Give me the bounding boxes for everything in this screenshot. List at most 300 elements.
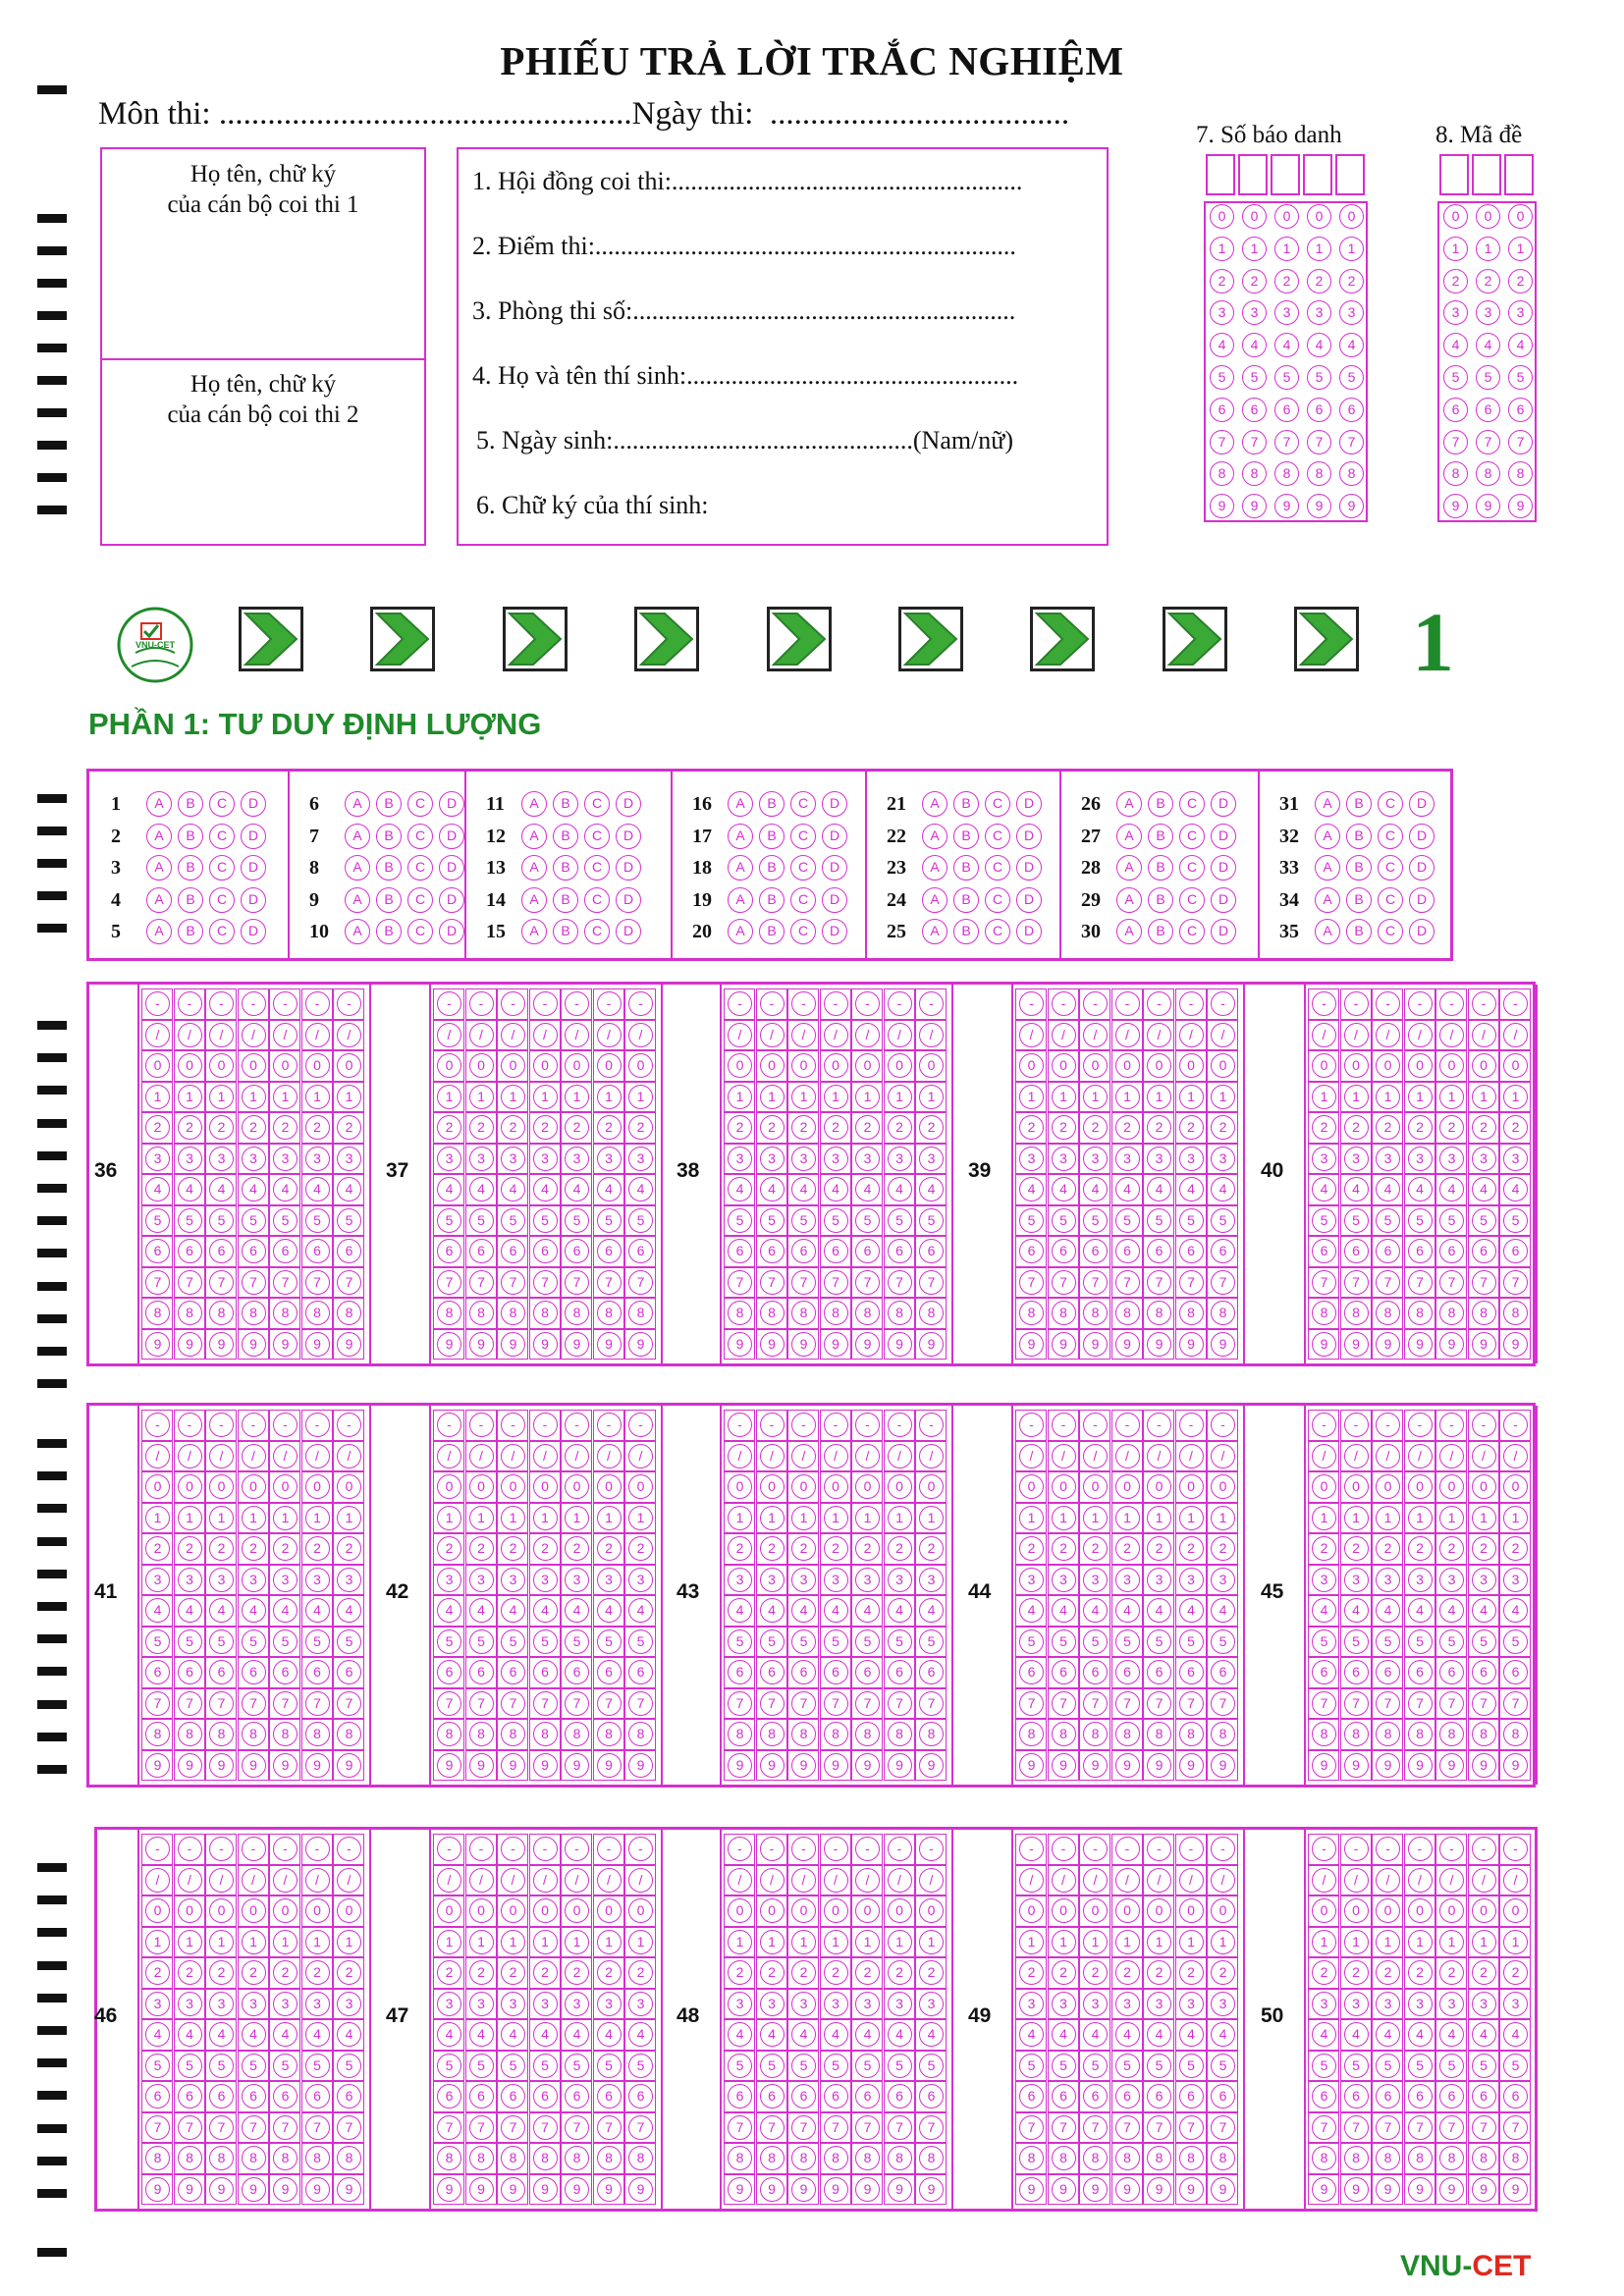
- numeric-bubble[interactable]: 7: [501, 1270, 525, 1295]
- numeric-bubble[interactable]: 6: [1472, 1660, 1496, 1684]
- numeric-bubble[interactable]: 8: [1312, 1301, 1336, 1325]
- numeric-bubble[interactable]: 5: [597, 1629, 622, 1654]
- numeric-bubble[interactable]: -: [337, 1837, 361, 1861]
- exam-code-bubble[interactable]: 6: [1476, 398, 1500, 422]
- numeric-bubble[interactable]: /: [469, 1444, 494, 1468]
- numeric-bubble[interactable]: 7: [1344, 2115, 1369, 2140]
- numeric-bubble[interactable]: -: [1408, 1837, 1433, 1861]
- answer-bubble-a[interactable]: A: [146, 791, 172, 817]
- numeric-bubble[interactable]: 9: [242, 1753, 266, 1778]
- candidate-id-bubble[interactable]: 3: [1307, 300, 1331, 325]
- numeric-bubble[interactable]: 8: [1019, 1301, 1044, 1325]
- numeric-bubble[interactable]: 7: [1439, 2115, 1464, 2140]
- numeric-bubble[interactable]: 5: [1019, 1629, 1044, 1654]
- candidate-id-bubble[interactable]: 0: [1339, 204, 1364, 229]
- numeric-bubble[interactable]: 5: [145, 2054, 170, 2078]
- numeric-bubble[interactable]: 8: [501, 2146, 525, 2170]
- numeric-bubble[interactable]: 0: [824, 1053, 848, 1078]
- numeric-bubble[interactable]: /: [469, 1868, 494, 1893]
- numeric-bubble[interactable]: 2: [1376, 1115, 1400, 1140]
- numeric-bubble[interactable]: 9: [1376, 2177, 1400, 2202]
- numeric-bubble[interactable]: 4: [824, 2022, 848, 2047]
- answer-bubble-a[interactable]: A: [521, 887, 547, 913]
- numeric-bubble[interactable]: 4: [728, 2022, 752, 2047]
- numeric-bubble[interactable]: 6: [791, 1239, 816, 1263]
- numeric-bubble[interactable]: /: [597, 1023, 622, 1047]
- answer-bubble-a[interactable]: A: [728, 824, 753, 849]
- numeric-bubble[interactable]: 0: [1211, 1474, 1235, 1499]
- numeric-bubble[interactable]: 4: [1503, 1177, 1528, 1201]
- answer-bubble-b[interactable]: B: [178, 919, 203, 944]
- numeric-bubble[interactable]: 0: [305, 1474, 330, 1499]
- numeric-bubble[interactable]: 2: [919, 1960, 944, 1985]
- numeric-bubble[interactable]: 2: [242, 1536, 266, 1561]
- numeric-bubble[interactable]: /: [305, 1023, 330, 1047]
- numeric-bubble[interactable]: 6: [1179, 1239, 1204, 1263]
- numeric-bubble[interactable]: 4: [1312, 2022, 1336, 2047]
- numeric-bubble[interactable]: 2: [1344, 1115, 1369, 1140]
- numeric-bubble[interactable]: 2: [824, 1536, 848, 1561]
- numeric-bubble[interactable]: /: [1344, 1444, 1369, 1468]
- answer-bubble-d[interactable]: D: [1211, 887, 1236, 913]
- numeric-bubble[interactable]: 6: [469, 1239, 494, 1263]
- numeric-bubble[interactable]: 5: [501, 1208, 525, 1233]
- numeric-bubble[interactable]: 3: [855, 1992, 880, 2016]
- numeric-bubble[interactable]: 7: [919, 1691, 944, 1716]
- numeric-bubble[interactable]: 9: [1115, 1332, 1140, 1357]
- numeric-bubble[interactable]: 1: [1019, 1085, 1044, 1109]
- numeric-bubble[interactable]: -: [791, 991, 816, 1016]
- numeric-bubble[interactable]: 8: [791, 2146, 816, 2170]
- exam-code-bubble[interactable]: 8: [1476, 461, 1500, 486]
- numeric-bubble[interactable]: 3: [1376, 1992, 1400, 2016]
- numeric-bubble[interactable]: /: [628, 1868, 653, 1893]
- numeric-bubble[interactable]: 6: [1211, 1660, 1235, 1684]
- numeric-bubble[interactable]: 4: [337, 1177, 361, 1201]
- answer-bubble-a[interactable]: A: [1116, 824, 1142, 849]
- numeric-bubble[interactable]: 3: [1083, 1147, 1108, 1171]
- answer-bubble-c[interactable]: C: [790, 919, 816, 944]
- numeric-bubble[interactable]: -: [1083, 1413, 1108, 1437]
- numeric-bubble[interactable]: 8: [1115, 1722, 1140, 1746]
- numeric-bubble[interactable]: 6: [1211, 2084, 1235, 2109]
- numeric-bubble[interactable]: 5: [1211, 1629, 1235, 1654]
- numeric-bubble[interactable]: 6: [1408, 2084, 1433, 2109]
- numeric-bubble[interactable]: 9: [1503, 1753, 1528, 1778]
- numeric-bubble[interactable]: 2: [597, 1536, 622, 1561]
- numeric-bubble[interactable]: 1: [1211, 1930, 1235, 1954]
- numeric-bubble[interactable]: 0: [1439, 1474, 1464, 1499]
- numeric-bubble[interactable]: 4: [178, 1598, 202, 1623]
- numeric-bubble[interactable]: 8: [628, 1722, 653, 1746]
- numeric-bubble[interactable]: 5: [305, 1629, 330, 1654]
- numeric-bubble[interactable]: 4: [305, 1177, 330, 1201]
- numeric-bubble[interactable]: 5: [1211, 2054, 1235, 2078]
- numeric-bubble[interactable]: -: [273, 1413, 298, 1437]
- numeric-bubble[interactable]: 3: [791, 1147, 816, 1171]
- numeric-bubble[interactable]: 8: [1344, 2146, 1369, 2170]
- numeric-bubble[interactable]: -: [1503, 1837, 1528, 1861]
- numeric-bubble[interactable]: 7: [597, 1691, 622, 1716]
- numeric-bubble[interactable]: 6: [337, 2084, 361, 2109]
- numeric-bubble[interactable]: /: [760, 1868, 785, 1893]
- numeric-bubble[interactable]: 0: [1147, 1053, 1171, 1078]
- numeric-bubble[interactable]: 7: [919, 2115, 944, 2140]
- numeric-bubble[interactable]: 1: [919, 1930, 944, 1954]
- numeric-bubble[interactable]: 0: [437, 1898, 461, 1923]
- candidate-id-bubble[interactable]: 2: [1307, 269, 1331, 294]
- numeric-bubble[interactable]: 0: [919, 1898, 944, 1923]
- numeric-bubble[interactable]: 2: [1439, 1115, 1464, 1140]
- numeric-bubble[interactable]: -: [1211, 1837, 1235, 1861]
- numeric-bubble[interactable]: 9: [1179, 1753, 1204, 1778]
- numeric-bubble[interactable]: 5: [178, 2054, 202, 2078]
- answer-bubble-d[interactable]: D: [439, 855, 464, 881]
- numeric-bubble[interactable]: 9: [1147, 1332, 1171, 1357]
- numeric-bubble[interactable]: 2: [501, 1536, 525, 1561]
- numeric-bubble[interactable]: 4: [145, 2022, 170, 2047]
- numeric-bubble[interactable]: 4: [469, 1598, 494, 1623]
- numeric-bubble[interactable]: 2: [178, 1960, 202, 1985]
- answer-bubble-a[interactable]: A: [345, 855, 370, 881]
- numeric-bubble[interactable]: -: [760, 1413, 785, 1437]
- numeric-bubble[interactable]: 5: [209, 1629, 234, 1654]
- numeric-bubble[interactable]: 6: [437, 2084, 461, 2109]
- numeric-bubble[interactable]: 5: [1408, 2054, 1433, 2078]
- numeric-bubble[interactable]: -: [178, 1413, 202, 1437]
- numeric-bubble[interactable]: 1: [888, 1085, 912, 1109]
- numeric-bubble[interactable]: 0: [469, 1053, 494, 1078]
- numeric-bubble[interactable]: 0: [1019, 1898, 1044, 1923]
- numeric-bubble[interactable]: 5: [437, 2054, 461, 2078]
- numeric-bubble[interactable]: 7: [305, 1270, 330, 1295]
- numeric-bubble[interactable]: 3: [1083, 1992, 1108, 2016]
- numeric-bubble[interactable]: 5: [1312, 1208, 1336, 1233]
- numeric-bubble[interactable]: /: [337, 1444, 361, 1468]
- numeric-bubble[interactable]: 5: [855, 2054, 880, 2078]
- numeric-bubble[interactable]: 3: [145, 1147, 170, 1171]
- numeric-bubble[interactable]: 1: [1439, 1506, 1464, 1530]
- numeric-bubble[interactable]: 7: [305, 2115, 330, 2140]
- answer-bubble-a[interactable]: A: [728, 887, 753, 913]
- numeric-bubble[interactable]: 0: [1344, 1474, 1369, 1499]
- numeric-bubble[interactable]: 0: [1376, 1053, 1400, 1078]
- numeric-bubble[interactable]: 0: [1211, 1898, 1235, 1923]
- numeric-bubble[interactable]: 9: [855, 2177, 880, 2202]
- numeric-bubble[interactable]: 0: [565, 1898, 589, 1923]
- candidate-id-bubble[interactable]: 2: [1274, 269, 1299, 294]
- numeric-bubble[interactable]: 3: [1408, 1992, 1433, 2016]
- answer-bubble-d[interactable]: D: [616, 791, 641, 817]
- numeric-bubble[interactable]: 1: [1439, 1085, 1464, 1109]
- numeric-bubble[interactable]: /: [1472, 1868, 1496, 1893]
- numeric-bubble[interactable]: /: [1472, 1444, 1496, 1468]
- numeric-bubble[interactable]: 0: [1503, 1474, 1528, 1499]
- numeric-bubble[interactable]: 1: [1083, 1506, 1108, 1530]
- numeric-bubble[interactable]: 3: [1439, 1992, 1464, 2016]
- numeric-bubble[interactable]: 2: [1503, 1115, 1528, 1140]
- numeric-bubble[interactable]: /: [1147, 1023, 1171, 1047]
- numeric-bubble[interactable]: 6: [1503, 1239, 1528, 1263]
- numeric-bubble[interactable]: -: [305, 1837, 330, 1861]
- numeric-bubble[interactable]: -: [728, 1837, 752, 1861]
- answer-bubble-c[interactable]: C: [1179, 791, 1205, 817]
- numeric-bubble[interactable]: 5: [888, 2054, 912, 2078]
- numeric-bubble[interactable]: 6: [1083, 2084, 1108, 2109]
- numeric-bubble[interactable]: 8: [824, 1301, 848, 1325]
- numeric-bubble[interactable]: 2: [145, 1960, 170, 1985]
- numeric-bubble[interactable]: -: [760, 991, 785, 1016]
- candidate-id-bubble[interactable]: 9: [1339, 494, 1364, 518]
- numeric-bubble[interactable]: 9: [1147, 2177, 1171, 2202]
- answer-bubble-b[interactable]: B: [178, 855, 203, 881]
- numeric-bubble[interactable]: -: [728, 1413, 752, 1437]
- numeric-bubble[interactable]: 2: [178, 1536, 202, 1561]
- numeric-bubble[interactable]: 0: [791, 1898, 816, 1923]
- numeric-bubble[interactable]: 3: [1312, 1147, 1336, 1171]
- numeric-bubble[interactable]: 4: [209, 2022, 234, 2047]
- numeric-bubble[interactable]: 0: [855, 1898, 880, 1923]
- numeric-bubble[interactable]: /: [1408, 1023, 1433, 1047]
- numeric-bubble[interactable]: 5: [760, 1629, 785, 1654]
- numeric-bubble[interactable]: 3: [337, 1147, 361, 1171]
- numeric-bubble[interactable]: /: [273, 1023, 298, 1047]
- numeric-bubble[interactable]: 9: [888, 1332, 912, 1357]
- numeric-bubble[interactable]: 2: [533, 1960, 558, 1985]
- numeric-bubble[interactable]: /: [597, 1444, 622, 1468]
- numeric-bubble[interactable]: 1: [437, 1085, 461, 1109]
- numeric-bubble[interactable]: 4: [305, 1598, 330, 1623]
- numeric-bubble[interactable]: 2: [791, 1960, 816, 1985]
- numeric-bubble[interactable]: 8: [1503, 2146, 1528, 2170]
- answer-bubble-c[interactable]: C: [1179, 887, 1205, 913]
- numeric-bubble[interactable]: 3: [305, 1992, 330, 2016]
- numeric-bubble[interactable]: 8: [1472, 2146, 1496, 2170]
- answer-bubble-c[interactable]: C: [209, 791, 235, 817]
- numeric-bubble[interactable]: 5: [1408, 1208, 1433, 1233]
- numeric-bubble[interactable]: 0: [469, 1474, 494, 1499]
- answer-bubble-b[interactable]: B: [376, 824, 402, 849]
- numeric-bubble[interactable]: 5: [533, 1208, 558, 1233]
- numeric-bubble[interactable]: 8: [1019, 1722, 1044, 1746]
- answer-bubble-c[interactable]: C: [985, 824, 1010, 849]
- numeric-bubble[interactable]: 7: [209, 1691, 234, 1716]
- numeric-bubble[interactable]: 6: [469, 2084, 494, 2109]
- numeric-bubble[interactable]: -: [273, 991, 298, 1016]
- numeric-bubble[interactable]: 8: [145, 1722, 170, 1746]
- numeric-bubble[interactable]: 0: [919, 1053, 944, 1078]
- numeric-bubble[interactable]: 6: [919, 2084, 944, 2109]
- answer-bubble-c[interactable]: C: [584, 824, 610, 849]
- numeric-bubble[interactable]: /: [1439, 1023, 1464, 1047]
- numeric-bubble[interactable]: 6: [1376, 1239, 1400, 1263]
- field-candidate-signature[interactable]: 6. Chữ ký của thí sinh:: [476, 491, 709, 519]
- numeric-bubble[interactable]: 2: [1115, 1115, 1140, 1140]
- numeric-bubble[interactable]: 8: [1147, 1722, 1171, 1746]
- numeric-bubble[interactable]: 5: [337, 1629, 361, 1654]
- numeric-bubble[interactable]: 6: [1179, 2084, 1204, 2109]
- numeric-bubble[interactable]: /: [628, 1444, 653, 1468]
- numeric-bubble[interactable]: 2: [305, 1115, 330, 1140]
- numeric-bubble[interactable]: 1: [760, 1506, 785, 1530]
- numeric-bubble[interactable]: 6: [1344, 1239, 1369, 1263]
- numeric-bubble[interactable]: -: [242, 1837, 266, 1861]
- numeric-bubble[interactable]: 9: [919, 2177, 944, 2202]
- numeric-bubble[interactable]: 7: [337, 1691, 361, 1716]
- numeric-bubble[interactable]: 5: [1083, 1629, 1108, 1654]
- answer-bubble-c[interactable]: C: [407, 919, 433, 944]
- numeric-bubble[interactable]: 5: [1147, 1629, 1171, 1654]
- numeric-bubble[interactable]: 6: [824, 1239, 848, 1263]
- numeric-bubble[interactable]: -: [437, 1413, 461, 1437]
- numeric-bubble[interactable]: 9: [1439, 1332, 1464, 1357]
- numeric-bubble[interactable]: -: [242, 1413, 266, 1437]
- numeric-bubble[interactable]: 5: [145, 1208, 170, 1233]
- numeric-bubble[interactable]: -: [1439, 1413, 1464, 1437]
- numeric-bubble[interactable]: 9: [1472, 2177, 1496, 2202]
- numeric-bubble[interactable]: /: [1439, 1444, 1464, 1468]
- numeric-bubble[interactable]: 1: [597, 1506, 622, 1530]
- numeric-bubble[interactable]: 6: [1019, 2084, 1044, 2109]
- numeric-bubble[interactable]: 0: [1472, 1898, 1496, 1923]
- numeric-bubble[interactable]: 5: [437, 1208, 461, 1233]
- numeric-bubble[interactable]: 6: [728, 1660, 752, 1684]
- numeric-bubble[interactable]: 8: [791, 1722, 816, 1746]
- numeric-bubble[interactable]: 7: [1408, 1270, 1433, 1295]
- numeric-bubble[interactable]: 2: [1147, 1960, 1171, 1985]
- numeric-bubble[interactable]: 1: [1019, 1506, 1044, 1530]
- numeric-bubble[interactable]: 5: [888, 1208, 912, 1233]
- answer-bubble-a[interactable]: A: [728, 855, 753, 881]
- numeric-bubble[interactable]: 3: [1211, 1147, 1235, 1171]
- numeric-bubble[interactable]: 4: [273, 1598, 298, 1623]
- numeric-bubble[interactable]: 8: [728, 1301, 752, 1325]
- numeric-bubble[interactable]: 1: [337, 1506, 361, 1530]
- candidate-id-bubble[interactable]: 1: [1339, 237, 1364, 261]
- numeric-bubble[interactable]: 2: [469, 1960, 494, 1985]
- numeric-bubble[interactable]: 8: [501, 1722, 525, 1746]
- numeric-bubble[interactable]: 3: [1344, 1992, 1369, 2016]
- numeric-bubble[interactable]: 1: [791, 1930, 816, 1954]
- numeric-bubble[interactable]: 2: [597, 1960, 622, 1985]
- numeric-bubble[interactable]: 9: [501, 1332, 525, 1357]
- numeric-bubble[interactable]: 7: [533, 1691, 558, 1716]
- numeric-bubble[interactable]: 8: [1376, 2146, 1400, 2170]
- candidate-id-write-box[interactable]: [1206, 154, 1235, 195]
- numeric-bubble[interactable]: 1: [1115, 1085, 1140, 1109]
- numeric-bubble[interactable]: 7: [437, 1270, 461, 1295]
- answer-bubble-d[interactable]: D: [616, 887, 641, 913]
- numeric-bubble[interactable]: 3: [501, 1147, 525, 1171]
- numeric-bubble[interactable]: 7: [888, 2115, 912, 2140]
- numeric-bubble[interactable]: 8: [1312, 1722, 1336, 1746]
- numeric-bubble[interactable]: 2: [855, 1960, 880, 1985]
- numeric-bubble[interactable]: -: [1503, 991, 1528, 1016]
- numeric-bubble[interactable]: 5: [1344, 1208, 1369, 1233]
- numeric-bubble[interactable]: 0: [1083, 1474, 1108, 1499]
- numeric-bubble[interactable]: /: [273, 1868, 298, 1893]
- numeric-bubble[interactable]: -: [628, 1413, 653, 1437]
- numeric-bubble[interactable]: 4: [1439, 1598, 1464, 1623]
- numeric-bubble[interactable]: 6: [145, 1239, 170, 1263]
- exam-code-bubble[interactable]: 6: [1508, 398, 1533, 422]
- numeric-bubble[interactable]: 1: [1115, 1506, 1140, 1530]
- answer-bubble-a[interactable]: A: [922, 855, 947, 881]
- numeric-bubble[interactable]: 4: [437, 1598, 461, 1623]
- exam-code-bubble[interactable]: 4: [1443, 333, 1468, 357]
- numeric-bubble[interactable]: 3: [501, 1568, 525, 1592]
- numeric-bubble[interactable]: /: [178, 1444, 202, 1468]
- numeric-bubble[interactable]: 8: [533, 2146, 558, 2170]
- numeric-bubble[interactable]: 5: [628, 2054, 653, 2078]
- candidate-id-bubble[interactable]: 7: [1307, 430, 1331, 454]
- numeric-bubble[interactable]: 1: [1472, 1506, 1496, 1530]
- candidate-id-bubble[interactable]: 6: [1274, 398, 1299, 422]
- numeric-bubble[interactable]: /: [501, 1023, 525, 1047]
- numeric-bubble[interactable]: -: [824, 991, 848, 1016]
- numeric-bubble[interactable]: 8: [1211, 1722, 1235, 1746]
- exam-code-bubble[interactable]: 7: [1508, 430, 1533, 454]
- numeric-bubble[interactable]: 5: [565, 1208, 589, 1233]
- numeric-bubble[interactable]: 3: [1052, 1147, 1076, 1171]
- numeric-bubble[interactable]: 1: [1052, 1930, 1076, 1954]
- numeric-bubble[interactable]: -: [1083, 1837, 1108, 1861]
- numeric-bubble[interactable]: 2: [273, 1536, 298, 1561]
- numeric-bubble[interactable]: 5: [1408, 1629, 1433, 1654]
- numeric-bubble[interactable]: 1: [1503, 1506, 1528, 1530]
- numeric-bubble[interactable]: 8: [919, 1301, 944, 1325]
- numeric-bubble[interactable]: 3: [824, 1992, 848, 2016]
- numeric-bubble[interactable]: -: [1147, 1837, 1171, 1861]
- numeric-bubble[interactable]: 7: [1147, 1691, 1171, 1716]
- numeric-bubble[interactable]: 2: [1439, 1536, 1464, 1561]
- numeric-bubble[interactable]: 8: [1472, 1722, 1496, 1746]
- numeric-bubble[interactable]: 3: [919, 1147, 944, 1171]
- numeric-bubble[interactable]: 1: [337, 1930, 361, 1954]
- numeric-bubble[interactable]: 0: [1344, 1053, 1369, 1078]
- numeric-bubble[interactable]: 4: [337, 1598, 361, 1623]
- answer-bubble-d[interactable]: D: [1016, 855, 1042, 881]
- exam-code-write-box[interactable]: [1472, 154, 1501, 195]
- numeric-bubble[interactable]: 7: [337, 1270, 361, 1295]
- numeric-bubble[interactable]: 4: [1115, 2022, 1140, 2047]
- numeric-bubble[interactable]: 0: [855, 1053, 880, 1078]
- numeric-bubble[interactable]: 4: [855, 1177, 880, 1201]
- numeric-bubble[interactable]: 5: [919, 1208, 944, 1233]
- numeric-bubble[interactable]: 5: [1503, 2054, 1528, 2078]
- numeric-bubble[interactable]: 2: [1052, 1536, 1076, 1561]
- numeric-bubble[interactable]: 9: [728, 2177, 752, 2202]
- numeric-bubble[interactable]: 9: [178, 2177, 202, 2202]
- numeric-bubble[interactable]: 9: [791, 1753, 816, 1778]
- numeric-bubble[interactable]: 4: [628, 1598, 653, 1623]
- numeric-bubble[interactable]: 1: [1019, 1930, 1044, 1954]
- exam-code-bubble[interactable]: 1: [1443, 237, 1468, 261]
- answer-bubble-a[interactable]: A: [146, 919, 172, 944]
- numeric-bubble[interactable]: -: [1344, 1413, 1369, 1437]
- numeric-bubble[interactable]: 8: [305, 2146, 330, 2170]
- numeric-bubble[interactable]: 3: [597, 1992, 622, 2016]
- numeric-bubble[interactable]: 8: [1052, 1301, 1076, 1325]
- numeric-bubble[interactable]: 8: [888, 2146, 912, 2170]
- numeric-bubble[interactable]: 1: [1211, 1085, 1235, 1109]
- numeric-bubble[interactable]: 5: [728, 2054, 752, 2078]
- numeric-bubble[interactable]: 4: [437, 1177, 461, 1201]
- answer-bubble-d[interactable]: D: [439, 887, 464, 913]
- numeric-bubble[interactable]: 7: [501, 2115, 525, 2140]
- numeric-bubble[interactable]: 8: [469, 2146, 494, 2170]
- numeric-bubble[interactable]: 8: [209, 1301, 234, 1325]
